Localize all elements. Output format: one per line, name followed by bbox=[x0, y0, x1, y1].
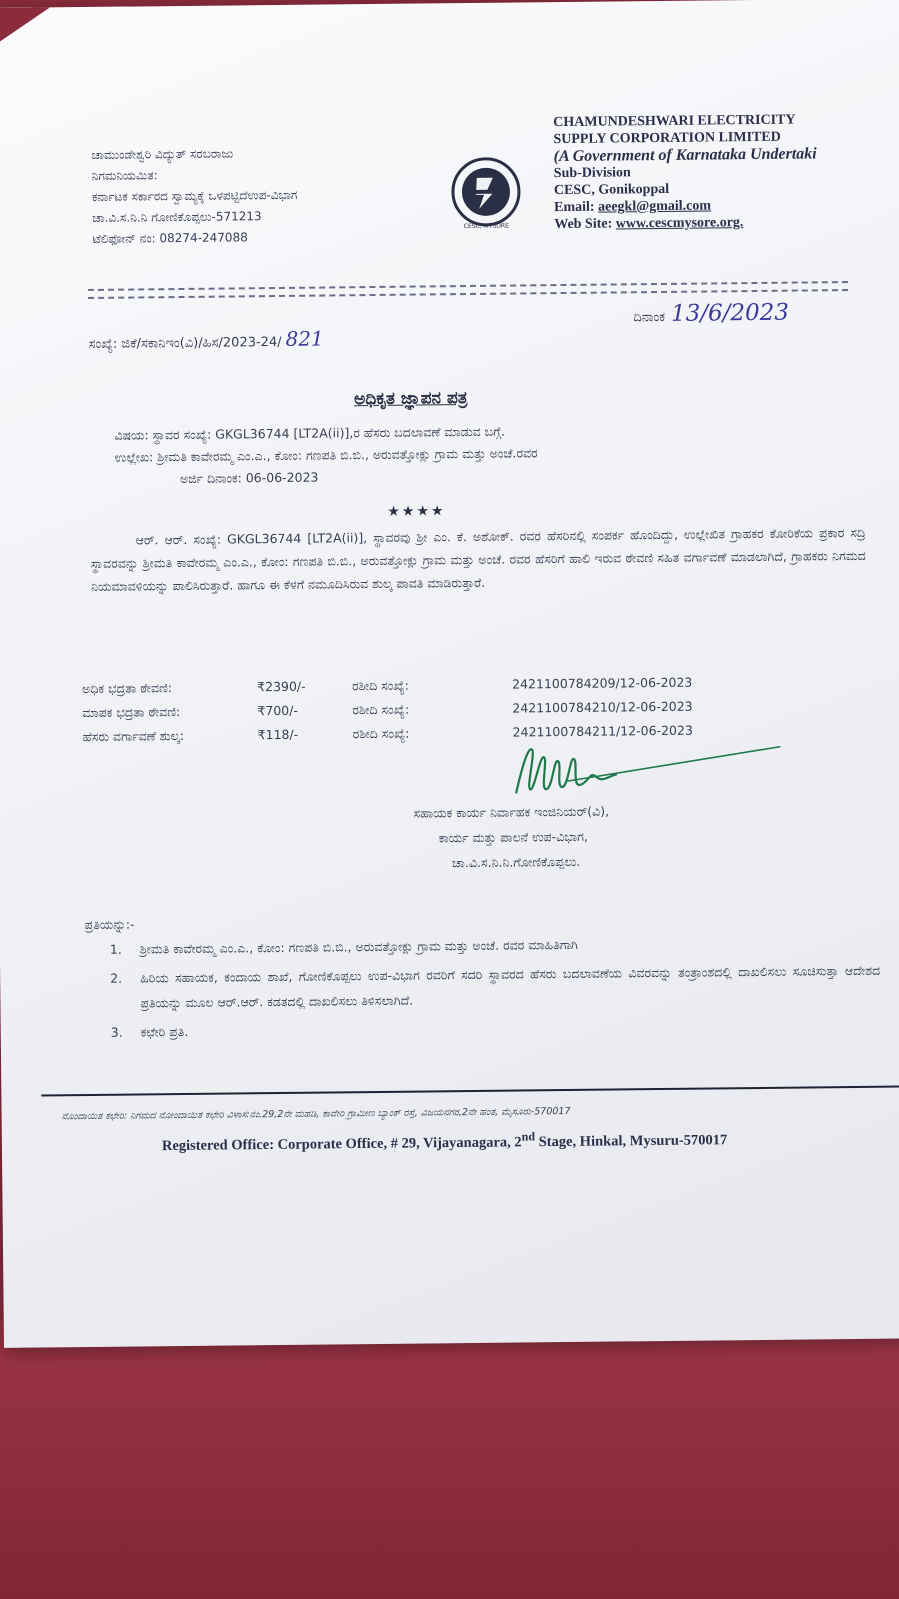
copy-number: 3. bbox=[110, 1024, 123, 1040]
receipt-number: 2421100784209/12-06-2023 bbox=[512, 674, 693, 692]
fee-amount: ₹700/- bbox=[257, 702, 298, 719]
application-date-line: ಅರ್ಜಿ ದಿನಾಂಕ: 06-06-2023 bbox=[179, 469, 319, 487]
receipt-number: 2421100784211/12-06-2023 bbox=[512, 722, 693, 740]
date bbox=[633, 300, 789, 328]
receipt-label: ರಶೀದಿ ಸಂಖ್ಯೆ: bbox=[352, 701, 410, 718]
copy-text: ಕಛೇರಿ ಪ್ರತಿ. bbox=[140, 1023, 189, 1040]
receipt-number: 2421100784210/12-06-2023 bbox=[512, 698, 693, 716]
copy-text: ಶ್ರೀಮತಿ ಕಾವೇರಮ್ಮ ಎಂ.ಎ., ಕೋಂ: ಗಣಪತಿ ಬಿ.ಬಿ., ಅರುವತ್ತೋಕ್ಲು ಗ್ರಾಮ ಮತ್ತು ಅಂಚೆ. ರವರ ಮಾಹಿತಿಗಾಗಿ bbox=[139, 936, 578, 957]
signatory-office: ಚಾ.ವಿ.ಸ.ನಿ.ನಿ.ಗೋಣಿಕೊಪ್ಪಲು. bbox=[451, 853, 581, 871]
website-line bbox=[554, 212, 899, 233]
subject-block bbox=[114, 417, 875, 491]
subject-line: ವಿಷಯ: ಸ್ಥಾವರ ಸಂಖ್ಯೆ: GKGL36744 [LT2A(ii)],ರ ಹೆಸರು ಬದಲಾವಣೆ ಮಾಡುವ ಬಗ್ಗೆ. bbox=[114, 423, 506, 443]
footer-english-superscript: nd bbox=[521, 1129, 536, 1144]
fee-amount: ₹2390/- bbox=[257, 678, 306, 695]
reference-number bbox=[88, 327, 323, 353]
company-name-line1: CHAMUNDESHWARI ELECTRICITY bbox=[553, 112, 796, 131]
fee-amount: ₹118/- bbox=[257, 726, 299, 743]
footer-english bbox=[162, 1126, 862, 1155]
footer-english-text-end: Stage, Hinkal, Mysuru-570017 bbox=[534, 1132, 728, 1151]
website-link[interactable]: www.cescmysore.org. bbox=[615, 215, 744, 232]
logo-text: CESC, MYSORE bbox=[463, 222, 509, 231]
header-kannada-line: ಕರ್ನಾಟಕ ಸರ್ಕಾರದ ಸ್ವಾಮ್ಯಕ್ಕೆ ಒಳಪಟ್ಟಿದೆಉಪ-ವಿಭಾಗ bbox=[91, 187, 298, 204]
signatory-designation: ಸಹಾಯಕ ಕಾರ್ಯ ನಿರ್ವಾಹಕ ಇಂಜಿನಿಯರ್(ವಿ), bbox=[413, 803, 610, 821]
cesc-logo bbox=[447, 152, 526, 231]
date-handwritten: 13/6/2023 bbox=[670, 299, 790, 327]
company-name-line2: SUPPLY CORPORATION LIMITED bbox=[553, 129, 781, 148]
header-kannada-line: ನಿಗಮನಿಯಮಿತ: bbox=[91, 168, 158, 183]
receipt-label: ರಶೀದಿ ಸಂಖ್ಯೆ: bbox=[352, 677, 410, 694]
copies-heading: ಪ್ರತಿಯನ್ನು:- bbox=[84, 916, 135, 933]
copy-item bbox=[111, 1012, 881, 1045]
office-name: CESC, Gonikoppal bbox=[553, 181, 670, 199]
footer-rule bbox=[41, 1085, 899, 1096]
reference-handwritten: 821 bbox=[285, 326, 324, 351]
signatory-block bbox=[413, 796, 834, 875]
government-undertaking: (A Government of Karnataka Undertaki bbox=[553, 145, 817, 166]
email-label: Email: bbox=[554, 199, 599, 216]
copy-number: 2. bbox=[110, 970, 123, 986]
reference-line: ಉಲ್ಲೇಖ: ಶ್ರೀಮತಿ ಕಾವೇರಮ್ಮ ಎಂ.ಎ., ಕೋಂ: ಗಣಪತಿ ಬಿ.ಬಿ., ಅರುವತ್ತೋಕ್ಲು ಗ್ರಾಮ ಮತ್ತು ಅಂಚೆ.ರವರ bbox=[114, 445, 538, 465]
tablecloth-background bbox=[0, 1320, 899, 1599]
receipt-label: ರಶೀದಿ ಸಂಖ್ಯೆ: bbox=[352, 725, 410, 742]
document-title: ಅಧಿಕೃತ ಜ್ಞಾಪನ ಪತ್ರ bbox=[354, 388, 468, 410]
fee-label: ಅಧಿಕ ಭದ್ರತಾ ಠೇವಣಿ: bbox=[82, 680, 173, 697]
sub-division-label: Sub-Division bbox=[553, 165, 631, 182]
copies-list bbox=[110, 929, 881, 1049]
footer-english-text: Registered Office: Corporate Office, # 29, Vijayanagara, 2 bbox=[161, 1134, 522, 1155]
signatory-department: ಕಾರ್ಯ ಮತ್ತು ಪಾಲನೆ ಉಪ-ವಿಭಾಗ, bbox=[438, 828, 588, 846]
email-link[interactable]: aeegkl@gmail.com bbox=[597, 198, 712, 215]
website-label: Web Site: bbox=[554, 216, 616, 233]
header-kannada-line: ಚಾ.ವಿ.ಸ.ನಿ.ನಿ ಗೋಣಿಕೊಪ್ಪಲು-571213 bbox=[92, 209, 262, 225]
header-kannada-line: ಚಾಮುಂಡೇಶ್ವರಿ ವಿದ್ಯುತ್ ಸರಬರಾಜು bbox=[91, 146, 234, 162]
copy-item bbox=[110, 929, 880, 962]
reference-label: ಸಂಖ್ಯೆ: ಜಿಕೆ/ಸಕಾನಿಇಂ(ವಿ)/ಹಿಸ/2023-24/ bbox=[88, 334, 282, 352]
footer-kannada: ನೊಂದಾಯಿತ ಕಛೇರಿ: ನಿಗಮದ ನೋಂದಾಯಿತ ಕಛೇರಿ ವಿಳಾಸ:ನಂ.29,2ನೇ ಮಹಡಿ, ಕಾವೇರಿ ಗ್ರಾಮೀಣ ಬ್ಯಾಂಕ್ ರಸ್ತೆ, ವಿಜಯನಗರ,2ನೇ ಹಂತ, ಮೈಸೂರು-570017 bbox=[61, 1105, 571, 1123]
header-rule-2 bbox=[88, 289, 848, 299]
copy-item bbox=[110, 958, 880, 1016]
copy-text: ಹಿರಿಯ ಸಹಾಯಕ, ಕಂದಾಯ ಶಾಖೆ, ಗೋಣಿಕೊಪ್ಪಲು ಉಪ-ವಿಭಾಗ ರವರಿಗೆ ಸದರಿ ಸ್ಥಾವರದ ಹೆಸರು ಬದಲಾವಣೆಯ ವಿವರವನ್ನು ತಂತ್ರಾಂಶದಲ್ಲಿ ದಾಖಲಿಸಲು ಸೂಚಿಸುತ್ತಾ ಆದೇಶದ ಪ್ರತಿಯನ್ನು ಮೂಲ ಆರ್.ಆರ್. ಕಡತದಲ್ಲಿ ದಾಖಲಿಸಲು ತಿಳಿಸಲಾಗಿದೆ. bbox=[140, 962, 881, 1011]
torn-corner bbox=[0, 7, 50, 48]
header-kannada-line: ಟೆಲಿಫೋನ್ ನಂ: 08274-247088 bbox=[92, 230, 248, 246]
fee-label: ಮಾಪಕ ಭದ್ರತಾ ಠೇವಣಿ: bbox=[82, 704, 181, 721]
date-label: ದಿನಾಂಕ bbox=[633, 309, 666, 326]
body-paragraph: ಆರ್. ಆರ್. ಸಂಖ್ಯೆ: GKGL36744 [LT2A(ii)], ಸ್ಥಾವರವು ಶ್ರೀ ಎಂ. ಕೆ. ಅಶೋಕ್. ರವರ ಹೆಸರಿನಲ್ಲಿ ಸಂಪರ್ಕ ಹೊಂದಿದ್ದು, ಉಲ್ಲೇಖಿತ ಗ್ರಾಹಕರ ಕೋರಿಕೆಯ ಪ್ರಕಾರ ಸದ್ರಿ ಸ್ಥಾವರವನ್ನು ಶ್ರೀಮತಿ ಕಾವೇರಮ್ಮ ಎಂ.ಎ., ಕೋಂ: ಗಣಪತಿ ಬಿ.ಬಿ., ಅರುವತ್ತೋಕ್ಲು ಗ್ರಾಮ ಮತ್ತು ಅಂಚೆ. ರವರ ಹೆಸರಿಗೆ ಹಾಲಿ ಇರುವ ಠೇವಣಿ ಸಹಿತ ವರ್ಗಾವಣೆ ಮಾಡಲಾಗಿದೆ, ಗ್ರಾಹಕರು ನಿಗಮದ ನಿಯಮಾವಳಿಯನ್ನು ಪಾಲಿಸಿರುತ್ತಾರೆ. ಹಾಗೂ ಈ ಕೆಳಗೆ ನಮೂದಿಸಿರುವ ಶುಲ್ಕ ಪಾವತಿ ಮಾಡಿರುತ್ತಾರೆ. bbox=[90, 524, 866, 594]
separator-stars: ★★★★ bbox=[387, 503, 446, 520]
copy-number: 1. bbox=[109, 941, 122, 957]
header-kannada bbox=[91, 141, 472, 250]
header-english bbox=[553, 110, 899, 233]
fee-label: ಹೆಸರು ವರ್ಗಾವಣೆ ಶುಲ್ಕ: bbox=[82, 728, 185, 745]
